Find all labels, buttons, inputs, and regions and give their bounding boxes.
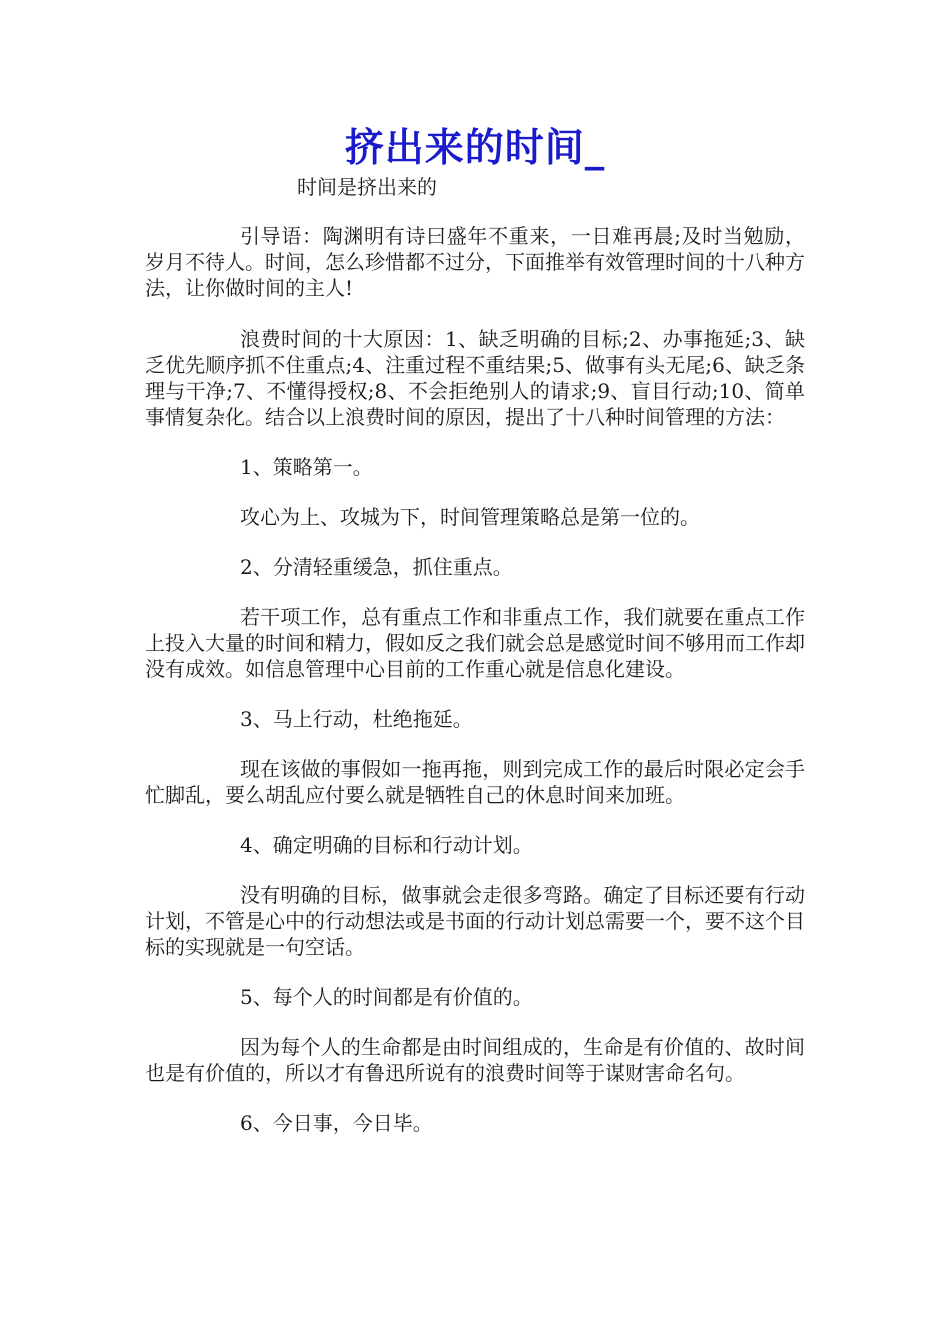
section-heading-5: 5、每个人的时间都是有价值的。 [240,985,533,1009]
section-paragraph-1: 攻心为上、攻城为下，时间管理策略总是第一位的。 [240,505,700,529]
section-paragraph-2: 若干项工作，总有重点工作和非重点工作，我们就要在重点工作上投入大量的时间和精力，假如反之我们就会总是感觉时间不够用而工作却没有成效。如信息管理中心目前的工作重心就是信息化建设。 [145,605,805,681]
causes-paragraph: 浪费时间的十大原因：1、缺乏明确的目标;2、办事拖延;3、缺乏优先顺序抓不住重点;4、注重过程不重结果;5、做事有头无尾;6、缺乏条理与干净;7、不懂得授权;8、不会拒绝别人的请求;9、盲目行动;10、简单事情复杂化。结合以上浪费时间的原因，提出了十八种时间管理的方法： [145,327,805,429]
document-subtitle: 时间是挤出来的 [297,175,437,199]
section-heading-4: 4、确定明确的目标和行动计划。 [240,833,533,857]
section-heading-1: 1、策略第一。 [240,455,373,479]
document-title: 挤出来的时间_ [344,125,606,171]
document-page [145,118,805,1136]
section-paragraph-4: 没有明确的目标，做事就会走很多弯路。确定了目标还要有行动计划，不管是心中的行动想法或是书面的行动计划总需要一个，要不这个目标的实现就是一句空话。 [145,883,805,959]
section-heading-3: 3、马上行动，杜绝拖延。 [240,707,473,731]
section-paragraph-3: 现在该做的事假如一拖再拖，则到完成工作的最后时限必定会手忙脚乱，要么胡乱应付要么就是牺牲自己的休息时间来加班。 [145,757,805,807]
section-heading-6: 6、今日事，今日毕。 [240,1111,433,1135]
section-heading-2: 2、分清轻重缓急，抓住重点。 [240,555,513,579]
section-paragraph-5: 因为每个人的生命都是由时间组成的，生命是有价值的、故时间也是有价值的，所以才有鲁迅所说有的浪费时间等于谋财害命名句。 [145,1035,805,1085]
intro-paragraph: 引导语：陶渊明有诗曰盛年不重来，一日难再晨;及时当勉励，岁月不待人。时间，怎么珍惜都不过分，下面推举有效管理时间的十八种方法，让你做时间的主人! [145,224,805,300]
